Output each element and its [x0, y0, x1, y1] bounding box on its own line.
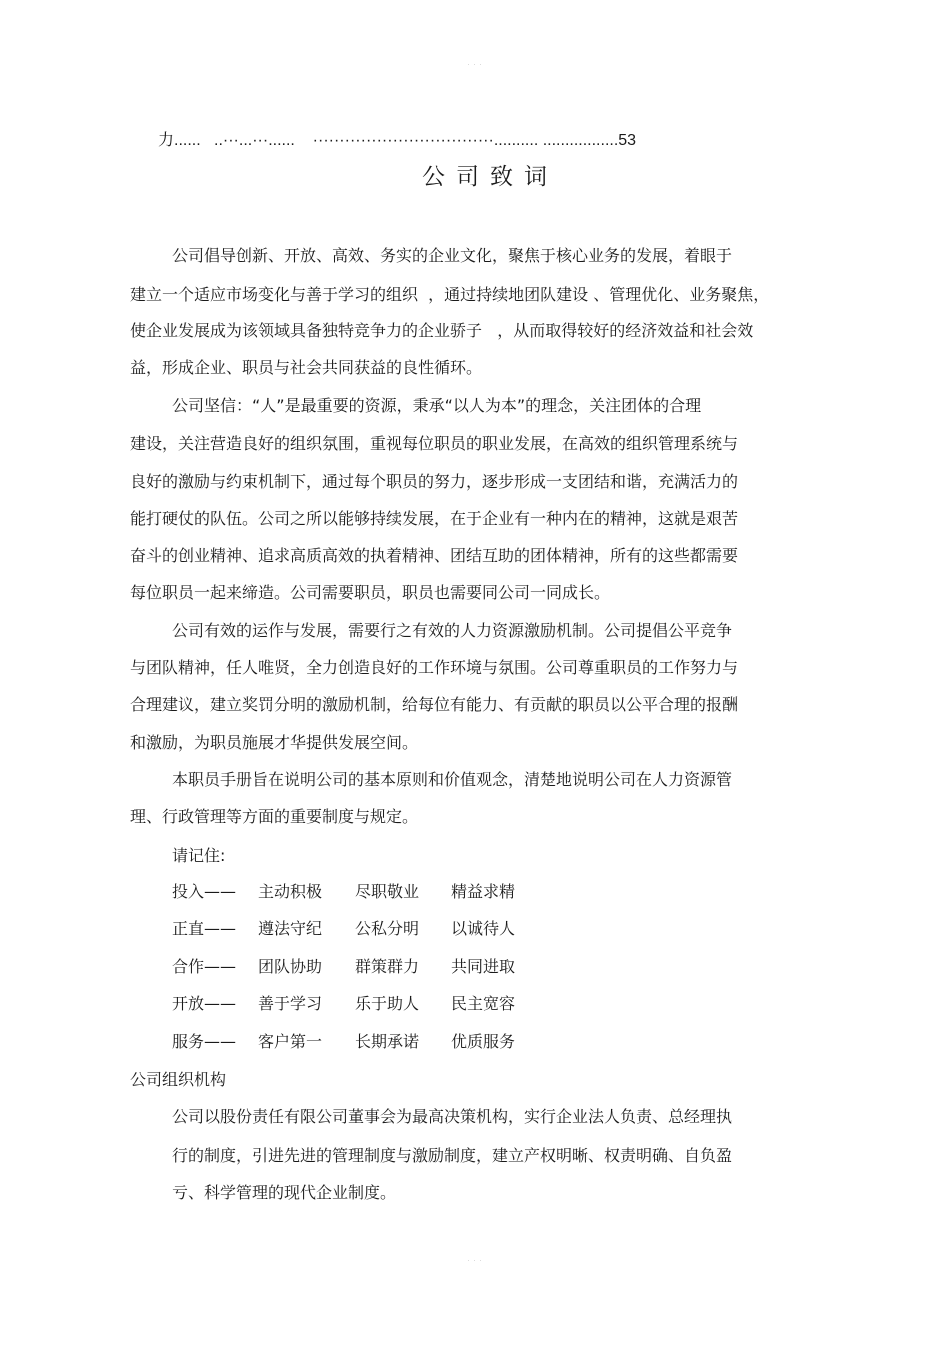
header-dots: · · · — [467, 62, 483, 69]
motto-value: 遵法守纪 — [258, 919, 323, 938]
paragraph-line: 公司以股份责任有限公司董事会为最高决策机构，实行企业法人负责、总经理执 — [172, 1107, 733, 1126]
motto-value: 尽职敬业 — [355, 882, 420, 901]
paragraph-line: 每位职员一起来缔造。公司需要职员，职员也需要同公司一同成长。 — [130, 583, 611, 602]
paragraph-line: 良好的激励与约束机制下，通过每个职员的努力，逐步形成一支团结和谐，充满活力的 — [130, 472, 739, 491]
motto-value: 优质服务 — [451, 1032, 516, 1051]
paragraph-line: 亏、科学管理的现代企业制度。 — [172, 1183, 397, 1202]
paragraph-line: 本职员手册旨在说明公司的基本原则和价值观念，清楚地说明公司在人力资源管 — [172, 770, 733, 789]
motto-key: 合作—— — [172, 957, 237, 976]
paragraph-line: 奋斗的创业精神、追求高质高效的执着精神、团结互助的团体精神，所有的这些都需要 — [130, 546, 739, 565]
motto-value: 善于学习 — [258, 994, 323, 1013]
motto-row — [0, 918, 950, 940]
paragraph-line: 与团队精神，任人唯贤，全力创造良好的工作环境与氛围。公司尊重职员的工作努力与 — [130, 658, 739, 677]
motto-value: 乐于助人 — [355, 994, 420, 1013]
motto-key: 开放—— — [172, 994, 237, 1013]
paragraph-line: 公司有效的运作与发展，需要行之有效的人力资源激励机制。公司提倡公平竞争 — [172, 621, 733, 640]
toc-line: 力...... ..···...···...... ··································.......... .................53 — [158, 132, 637, 149]
motto-value: 客户第一 — [258, 1032, 323, 1051]
motto-value: 长期承诺 — [355, 1032, 420, 1051]
paragraph-line: 建立一个适应市场变化与善于学习的组织 ，通过持续地团队建设 、管理优化、业务聚焦， — [130, 285, 770, 304]
paragraph-line: 理、行政管理等方面的重要制度与规定。 — [130, 807, 419, 826]
page-title: 公司致词 — [422, 164, 558, 190]
motto-row — [0, 881, 950, 903]
footer-dots: · · · — [467, 1258, 483, 1265]
motto-value: 公私分明 — [355, 919, 420, 938]
paragraph-line: 使企业发展成为该领域具备独特竞争力的企业骄子 ，从而取得较好的经济效益和社会效 — [130, 321, 754, 340]
motto-key: 服务—— — [172, 1032, 237, 1051]
motto-key: 正直—— — [172, 919, 237, 938]
paragraph-line: 和激励，为职员施展才华提供发展空间。 — [130, 733, 419, 752]
motto-row — [0, 1031, 950, 1053]
section-heading: 公司组织机构 — [130, 1070, 227, 1089]
motto-value: 群策群力 — [355, 957, 420, 976]
motto-row — [0, 993, 950, 1015]
paragraph-line: 建设，关注营造良好的组织氛围，重视每位职员的职业发展，在高效的组织管理系统与 — [130, 434, 739, 453]
motto-key: 投入—— — [172, 882, 237, 901]
paragraph-line: 能打硬仗的队伍。公司之所以能够持续发展，在于企业有一种内在的精神，这就是艰苦 — [130, 509, 739, 528]
motto-value: 精益求精 — [451, 882, 516, 901]
motto-value: 民主宽容 — [451, 994, 516, 1013]
paragraph-line: 益，形成企业、职员与社会共同获益的良性循环。 — [130, 358, 483, 377]
paragraph-line: 合理建议，建立奖罚分明的激励机制，给每位有能力、有贡献的职员以公平合理的报酬 — [130, 695, 739, 714]
motto-row — [0, 956, 950, 978]
remember-label: 请记住: — [172, 846, 226, 865]
motto-value: 团队协助 — [258, 957, 323, 976]
motto-value: 主动积极 — [258, 882, 323, 901]
motto-value: 以诚待人 — [451, 919, 516, 938]
motto-value: 共同进取 — [451, 957, 516, 976]
paragraph-line: 公司倡导创新、开放、高效、务实的企业文化，聚焦于核心业务的发展，着眼于 — [172, 246, 733, 265]
paragraph-line: 公司坚信：“人”是最重要的资源，秉承“以人为本”的理念，关注团体的合理 — [172, 396, 702, 415]
paragraph-line: 行的制度，引进先进的管理制度与激励制度，建立产权明晰、权责明确、自负盈 — [172, 1146, 733, 1165]
